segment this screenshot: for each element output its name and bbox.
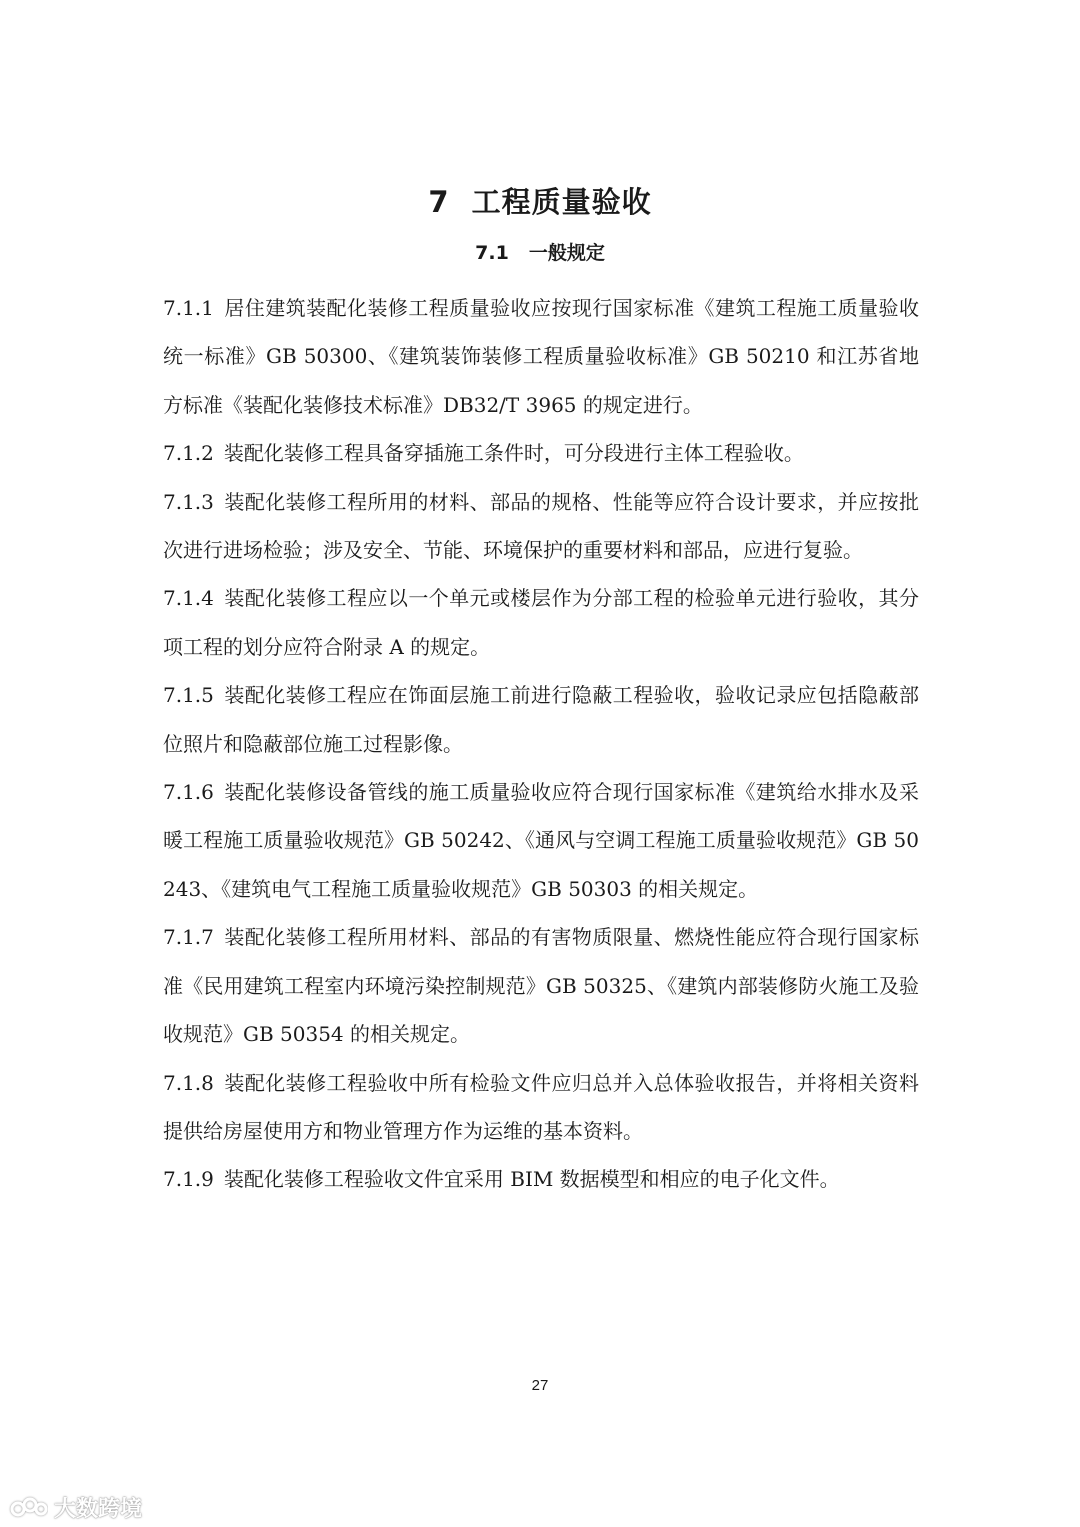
clause-number: 7.1.3 xyxy=(163,489,214,514)
clause-text: 装配化装修工程应在饰面层施工前进行隐蔽工程验收，验收记录应包括隐蔽部位照片和隐蔽部位施工过程影像。 xyxy=(163,683,919,756)
chapter-title xyxy=(0,178,1080,226)
clause-7-1-7 xyxy=(163,913,919,1058)
clause-7-1-5 xyxy=(163,671,919,768)
clause-list xyxy=(163,284,919,1204)
section-number: 7.1 xyxy=(475,242,509,264)
clause-number: 7.1.1 xyxy=(163,296,214,320)
watermark xyxy=(8,1492,142,1522)
clause-text: 装配化装修工程验收中所有检验文件应归总并入总体验收报告，并将相关资料提供给房屋使用方和物业管理方作为运维的基本资料。 xyxy=(163,1070,919,1143)
clause-text: 装配化装修工程所用的材料、部品的规格、性能等应符合设计要求，并应按批次进行进场检验；涉及安全、节能、环境保护的重要材料和部品，应进行复验。 xyxy=(163,489,919,563)
clause-7-1-8 xyxy=(163,1059,919,1156)
clause-text: 装配化装修工程所用材料、部品的有害物质限量、燃烧性能应符合现行国家标准《民用建筑工程室内环境污染控制规范》GB 50325、《建筑内部装修防火施工及验收规范》GB 50354 的相关规定。 xyxy=(163,925,919,1047)
clause-number: 7.1.7 xyxy=(163,925,214,950)
clause-7-1-2 xyxy=(163,429,919,477)
section-title xyxy=(0,233,1080,273)
watermark-text: 大数跨境 xyxy=(54,1496,143,1522)
clause-number: 7.1.8 xyxy=(163,1070,214,1095)
section-heading: 一般规定 xyxy=(528,242,605,264)
clause-7-1-1 xyxy=(163,284,919,429)
clause-text: 装配化装修工程验收文件宜采用 BIM 数据模型和相应的电子化文件。 xyxy=(223,1167,840,1192)
clause-7-1-6 xyxy=(163,768,919,913)
clause-text: 装配化装修设备管线的施工质量验收应符合现行国家标准《建筑给水排水及采暖工程施工质量验收规范》GB 50242、《通风与空调工程施工质量验收规范》GB 50243、《建筑电气工程施工质量验收规范》GB 50303 的相关规定。 xyxy=(163,780,919,901)
clause-number: 7.1.5 xyxy=(163,683,214,708)
chain-logo-icon xyxy=(8,1494,48,1520)
clause-number: 7.1.2 xyxy=(163,441,214,466)
clause-7-1-3 xyxy=(163,478,919,575)
clause-text: 装配化装修工程应以一个单元或楼层作为分部工程的检验单元进行验收，其分项工程的划分应符合附录 A 的规定。 xyxy=(163,586,919,659)
clause-text: 装配化装修工程具备穿插施工条件时，可分段进行主体工程验收。 xyxy=(223,441,804,466)
clause-number: 7.1.4 xyxy=(163,586,214,611)
page-number: 27 xyxy=(531,1377,549,1394)
chapter-number: 7 xyxy=(428,185,450,219)
chapter-heading: 工程质量验收 xyxy=(471,185,652,219)
clause-7-1-4 xyxy=(163,574,919,671)
clause-text: 居住建筑装配化装修工程质量验收应按现行国家标准《建筑工程施工质量验收统一标准》GB 50300、《建筑装饰装修工程质量验收标准》GB 50210 和江苏省地方标准《装配化装修技术标准》DB32/T 3965 的规定进行。 xyxy=(163,296,919,417)
clause-number: 7.1.9 xyxy=(163,1167,214,1192)
clause-7-1-9 xyxy=(163,1155,919,1203)
clause-number: 7.1.6 xyxy=(163,780,214,805)
